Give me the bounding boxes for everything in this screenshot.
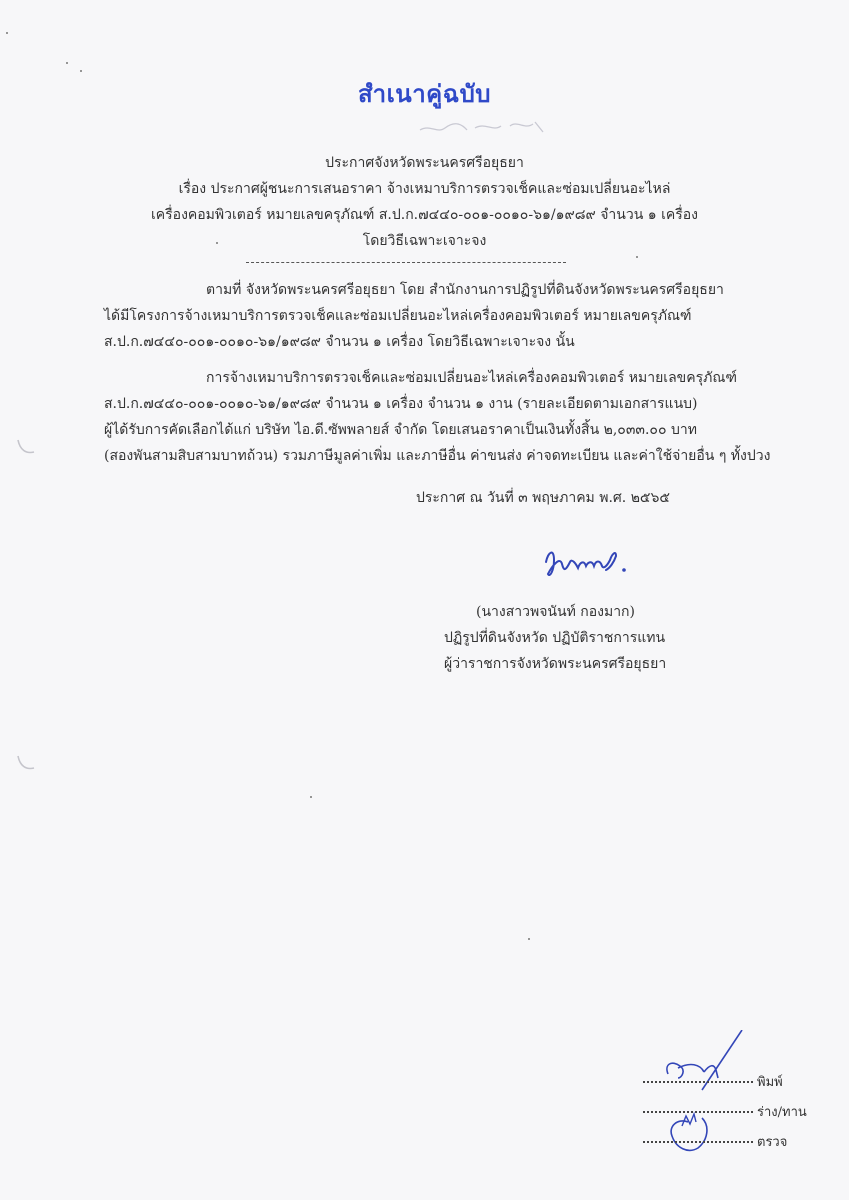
copy-stamp: สำเนาคู่ฉบับ xyxy=(357,80,492,108)
routing-label-checked: ตรวจ xyxy=(757,1135,788,1150)
paragraph2-line3: ผู้ได้รับการคัดเลือกได้แก่ บริษัท ไอ.ดี.ซัพพลายส์ จำกัด โดยเสนอราคาเป็นเงินทั้งสิ้น ๒,๐๓๓.๐๐ บาท xyxy=(104,422,697,438)
paragraph2-line1: การจ้างเหมาบริการตรวจเช็คและซ่อมเปลี่ยนอะไหล่เครื่องคอมพิวเตอร์ หมายเลขครุภัณฑ์ xyxy=(206,370,737,386)
routing-row-checked xyxy=(643,1133,787,1153)
routing-dotted-line xyxy=(643,1141,753,1143)
punch-hole-mark xyxy=(14,752,38,776)
heading-divider xyxy=(246,262,566,263)
scan-speck xyxy=(80,70,82,72)
announcement-date: ประกาศ ณ วันที่ ๓ พฤษภาคม พ.ศ. ๒๕๖๕ xyxy=(416,490,671,506)
scan-speck xyxy=(636,256,638,258)
announcement-subject-line3: โดยวิธีเฉพาะเจาะจง xyxy=(362,233,487,249)
signatory-position-line2: ผู้ว่าราชการจังหวัดพระนครศรีอยุธยา xyxy=(444,656,667,672)
punch-hole-mark xyxy=(14,436,38,460)
announcement-subject-line2: เครื่องคอมพิวเตอร์ หมายเลขครุภัณฑ์ ส.ป.ก.๗๔๔๐-๐๐๑-๐๐๑๐-๖๑/๑๙๘๙ จำนวน ๑ เครื่อง xyxy=(150,207,698,223)
routing-row-drafted xyxy=(643,1103,807,1123)
routing-dotted-line xyxy=(643,1081,753,1083)
routing-row-typed xyxy=(643,1073,783,1093)
paragraph2-line2: ส.ป.ก.๗๔๔๐-๐๐๑-๐๐๑๐-๖๑/๑๙๘๙ จำนวน ๑ เครื่อง จำนวน ๑ งาน (รายละเอียดตามเอกสารแนบ) xyxy=(104,396,698,412)
announcement-title: ประกาศจังหวัดพระนครศรีอยุธยา xyxy=(325,155,524,171)
faint-scribble-mark xyxy=(415,114,555,140)
paragraph1-line1: ตามที่ จังหวัดพระนครศรีอยุธยา โดย สำนักงานการปฏิรูปที่ดินจังหวัดพระนครศรีอยุธยา xyxy=(206,282,724,298)
paragraph2-line4: (สองพันสามสิบสามบาทถ้วน) รวมภาษีมูลค่าเพิ่ม และภาษีอื่น ค่าขนส่ง ค่าจดทะเบียน และค่าใช้จ่ายอื่น ๆ ทั้งปวง xyxy=(104,448,771,464)
routing-label-drafted: ร่าง/ทาน xyxy=(757,1105,807,1120)
scan-speck xyxy=(66,62,68,64)
handwritten-signature xyxy=(540,540,640,590)
scan-speck xyxy=(528,938,530,940)
scan-speck xyxy=(6,32,8,34)
paragraph1-line2: ได้มีโครงการจ้างเหมาบริการตรวจเช็คและซ่อมเปลี่ยนอะไหล่เครื่องคอมพิวเตอร์ หมายเลขครุภัณฑ์ xyxy=(104,308,692,324)
scan-speck xyxy=(310,796,312,798)
signatory-name: (นางสาวพจนันท์ กองมาก) xyxy=(476,604,635,620)
signatory-position-line1: ปฏิรูปที่ดินจังหวัด ปฏิบัติราชการแทน xyxy=(444,630,666,646)
paragraph1-line3: ส.ป.ก.๗๔๔๐-๐๐๑-๐๐๑๐-๖๑/๑๙๘๙ จำนวน ๑ เครื่อง โดยวิธีเฉพาะเจาะจง นั้น xyxy=(104,334,575,350)
announcement-subject-line1: เรื่อง ประกาศผู้ชนะการเสนอราคา จ้างเหมาบริการตรวจเช็คและซ่อมเปลี่ยนอะไหล่ xyxy=(178,181,671,197)
scan-speck xyxy=(216,242,218,244)
routing-dotted-line xyxy=(643,1111,753,1113)
routing-label-typed: พิมพ์ xyxy=(757,1075,783,1090)
